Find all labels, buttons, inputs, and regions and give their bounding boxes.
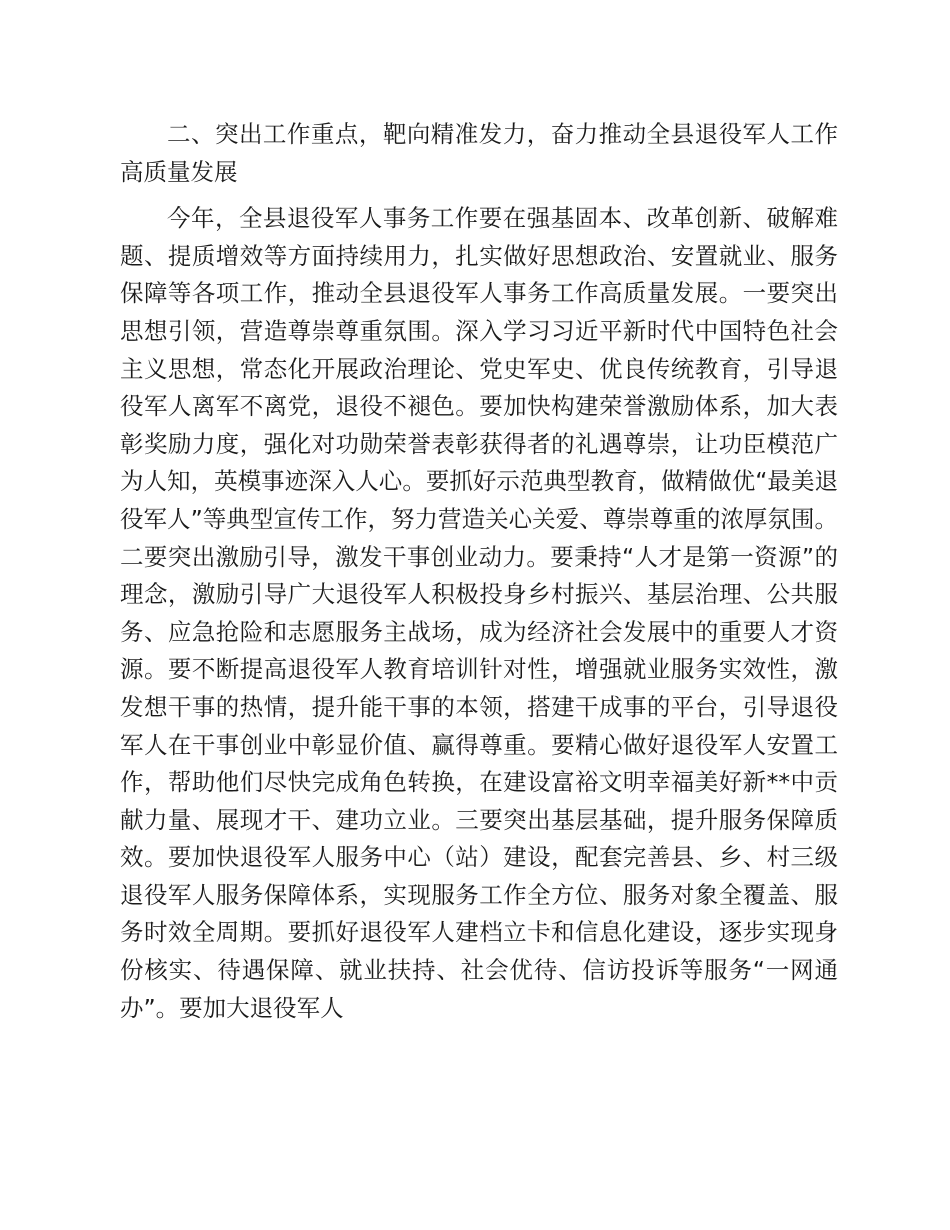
body-paragraph: 今年，全县退役军人事务工作要在强基固本、改革创新、破解难题、提质增效等方面持续用力，扎实做好思想政治、安置就业、服务保障等各项工作，推动全县退役军人事务工作高质量发展。一要突出思想引领，营造尊崇尊重氛围。深入学习习近平新时代中国特色社会主义思想，常态化开展政治理论、党史军史、优良传统教育，引导退役军人离军不离党，退役不褪色。要加快构建荣誉激励体系，加大表彰奖励力度，强化对功勋荣誉表彰获得者的礼遇尊崇，让功臣模范广为人知，英模事迹深入人心。要抓好示范典型教育，做精做优“最美退役军人”等典型宣传工作，努力营造关心关爱、尊崇尊重的浓厚氛围。二要突出激励引导，激发干事创业动力。要秉持“人才是第一资源”的理念，激励引导广大退役军人积极投身乡村振兴、基层治理、公共服务、应急抢险和志愿服务主战场，成为经济社会发展中的重要人才资源。要不断提高退役军人教育培训针对性，增强就业服务实效性，激发想干事的热情，提升能干事的本领，搭建干成事的平台，引导退役军人在干事创业中彰显价值、赢得尊重。要精心做好退役军人安置工作，帮助他们尽快完成角色转换，在建设富裕文明幸福美好新**中贡献力量、展现才干、建功立业。三要突出基层基础，提升服务保障质效。要加快退役军人服务中心（站）建设，配套完善县、乡、村三级退役军人服务保障体系，实现服务工作全方位、服务对象全覆盖、服务时效全周期。要抓好退役军人建档立卡和信息化建设，逐步实现身份核实、待遇保障、就业扶持、社会优待、信访投诉等服务“一网通办”。要加大退役军人 (120, 204, 838, 1022)
document-content (120, 116, 838, 1027)
section-heading: 二、突出工作重点，靶向精准发力，奋力推动全县退役军人工作高质量发展 (120, 120, 838, 186)
